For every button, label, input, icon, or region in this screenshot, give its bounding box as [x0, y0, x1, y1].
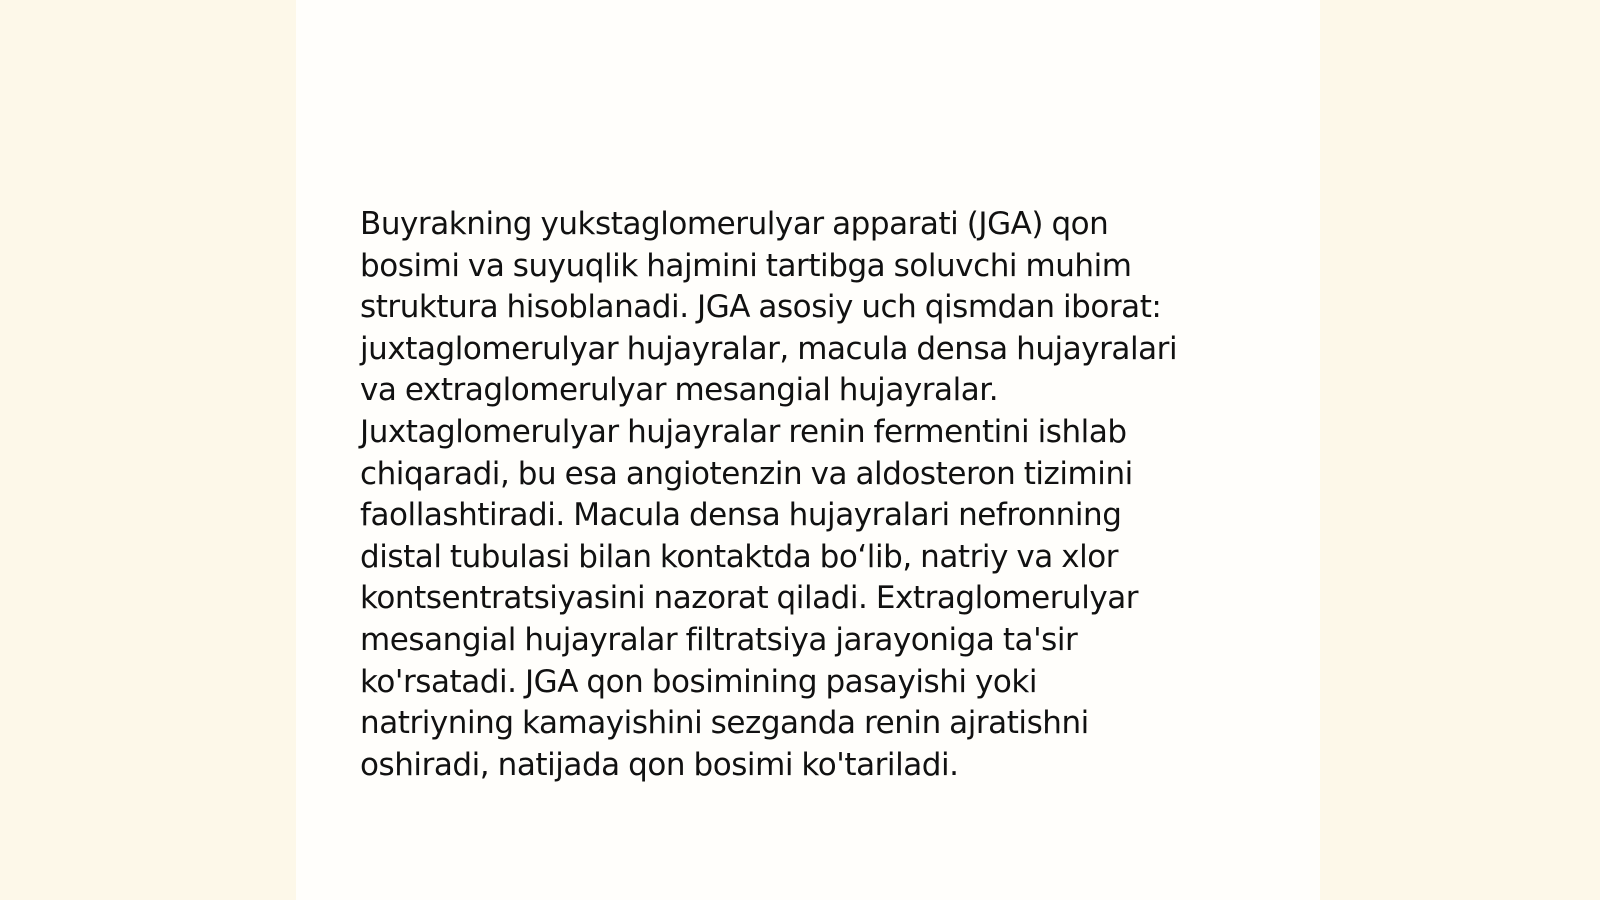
paragraph-line: oshiradi, natijada qon bosimi ko'tariladi. [360, 746, 959, 783]
body-paragraph [360, 204, 1260, 786]
paragraph-line: kontsentratsiyasini nazorat qiladi. Extraglomerulyar [360, 580, 1139, 617]
paragraph-line: ko'rsatadi. JGA qon bosimining pasayishi yoki [360, 663, 1038, 700]
paragraph-line: Juxtaglomerulyar hujayralar renin fermentini ishlab [360, 413, 1127, 450]
paragraph-line: faollashtiradi. Macula densa hujayralari nefronning [360, 497, 1122, 534]
paragraph-line: va extraglomerulyar mesangial hujayralar. [360, 372, 999, 409]
paragraph-line: Buyrakning yukstaglomerulyar apparati (JGA) qon [360, 206, 1109, 242]
paragraph-line: natriyning kamayishini sezganda renin ajratishni [360, 705, 1089, 742]
paragraph-line: distal tubulasi bilan kontaktda bo‘lib, natriy va xlor [360, 538, 1119, 575]
document-page [296, 0, 1320, 900]
paragraph-line: chiqaradi, bu esa angiotenzin va aldosteron tizimini [360, 455, 1133, 492]
paragraph-line: bosimi va suyuqlik hajmini tartibga soluvchi muhim [360, 247, 1132, 284]
paragraph-line: mesangial hujayralar filtratsiya jarayoniga ta'sir [360, 621, 1078, 658]
paragraph-line: struktura hisoblanadi. JGA asosiy uch qismdan iborat: [360, 289, 1162, 326]
paragraph-line: juxtaglomerulyar hujayralar, macula densa hujayralari [360, 330, 1178, 367]
